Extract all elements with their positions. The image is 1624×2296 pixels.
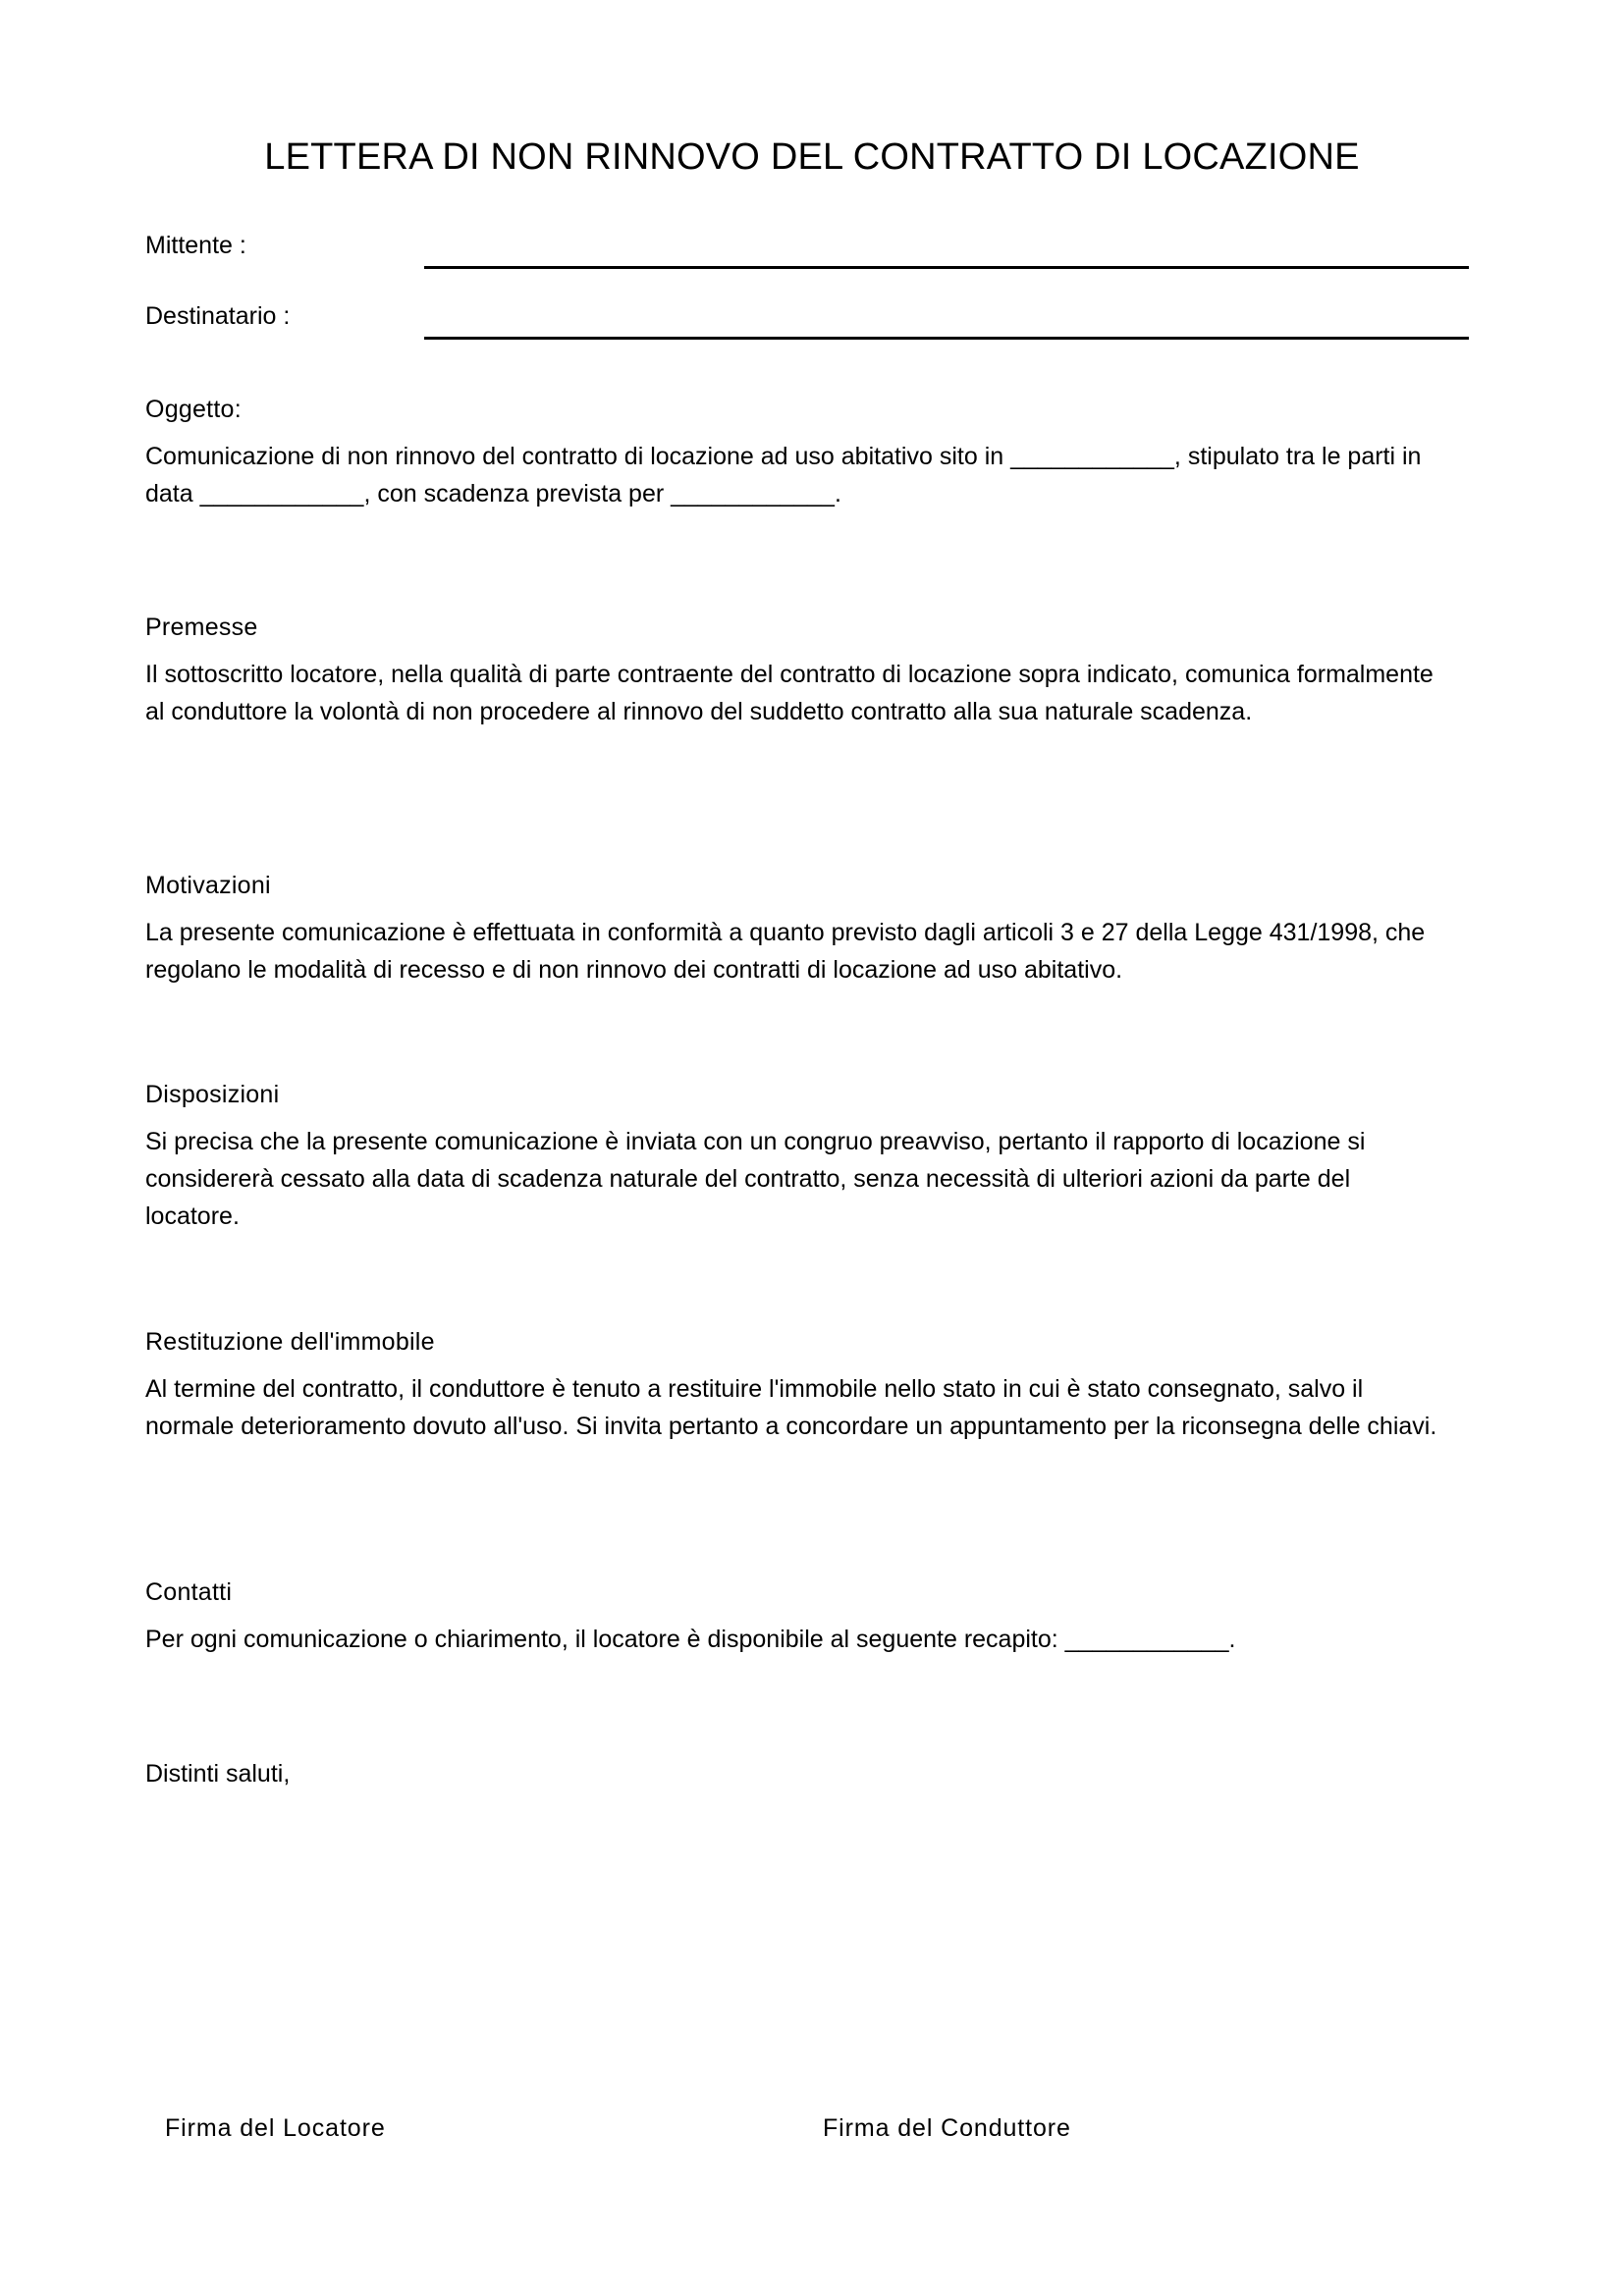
section-heading-motivazioni: Motivazioni: [145, 872, 271, 899]
section-motivazioni: [145, 869, 1441, 988]
section-body-contatti: Per ogni comunicazione o chiarimento, il locatore è disponibile al seguente recapito: ____________.: [145, 1626, 1236, 1653]
header-field-destinatario: [145, 301, 1481, 372]
section-heading-contatti: Contatti: [145, 1578, 233, 1606]
signature-label-locatore: Firma del Locatore: [165, 2114, 386, 2142]
section-body-oggetto: Comunicazione di non rinnovo del contratto di locazione ad uso abitativo sito in ____________, stipulato tra le parti in data ____________, con scadenza prevista per ____________.: [145, 443, 1422, 507]
signature-block: [165, 2112, 1461, 2152]
section-premesse: [145, 611, 1441, 730]
mittente-fill-rule[interactable]: [424, 266, 1469, 269]
destinatario-label: Destinatario :: [145, 302, 291, 330]
mittente-label: Mittente :: [145, 232, 246, 259]
section-heading-oggetto: Oggetto:: [145, 396, 242, 423]
section-body-motivazioni: La presente comunicazione è effettuata in conformità a quanto previsto dagli articoli 3 e 27 della Legge 431/1998, che regolano le modalità di recesso e di non rinnovo dei contratti di locazione ad uso abitativo.: [145, 919, 1426, 984]
section-heading-disposizioni: Disposizioni: [145, 1081, 280, 1108]
section-oggetto: [145, 393, 1441, 512]
section-restituzione-immobile: [145, 1325, 1441, 1445]
closing-salutation: Distinti saluti,: [145, 1760, 291, 1788]
section-body-disposizioni: Si precisa che la presente comunicazione è inviata con un congruo preavviso, pertanto il rapporto di locazione si considererà cessato alla data di scadenza naturale del contratto, senza necessità di ulteriori azioni da parte del locatore.: [145, 1128, 1366, 1230]
section-body-restituzione-immobile: Al termine del contratto, il conduttore è tenuto a restituire l'immobile nello stato in cui è stato consegnato, salvo il normale deterioramento dovuto all'uso. Si invita pertanto a concordare un appuntamento per la riconsegna delle chiavi.: [145, 1375, 1437, 1440]
section-disposizioni: [145, 1078, 1441, 1235]
destinatario-fill-rule[interactable]: [424, 337, 1469, 340]
section-heading-restituzione-immobile: Restituzione dell'immobile: [145, 1328, 435, 1356]
section-body-premesse: Il sottoscritto locatore, nella qualità di parte contraente del contratto di locazione sopra indicato, comunica formalmente al conduttore la volontà di non procedere al rinnovo del suddetto contratto alla sua naturale scadenza.: [145, 661, 1434, 725]
section-contatti: [145, 1575, 1441, 1658]
signature-label-conduttore: Firma del Conduttore: [823, 2114, 1071, 2142]
page-title: LETTERA DI NON RINNOVO DEL CONTRATTO DI LOCAZIONE: [264, 136, 1360, 179]
section-heading-premesse: Premesse: [145, 614, 258, 641]
header-field-mittente: [145, 231, 1481, 301]
header-fields-block: [145, 231, 1481, 372]
